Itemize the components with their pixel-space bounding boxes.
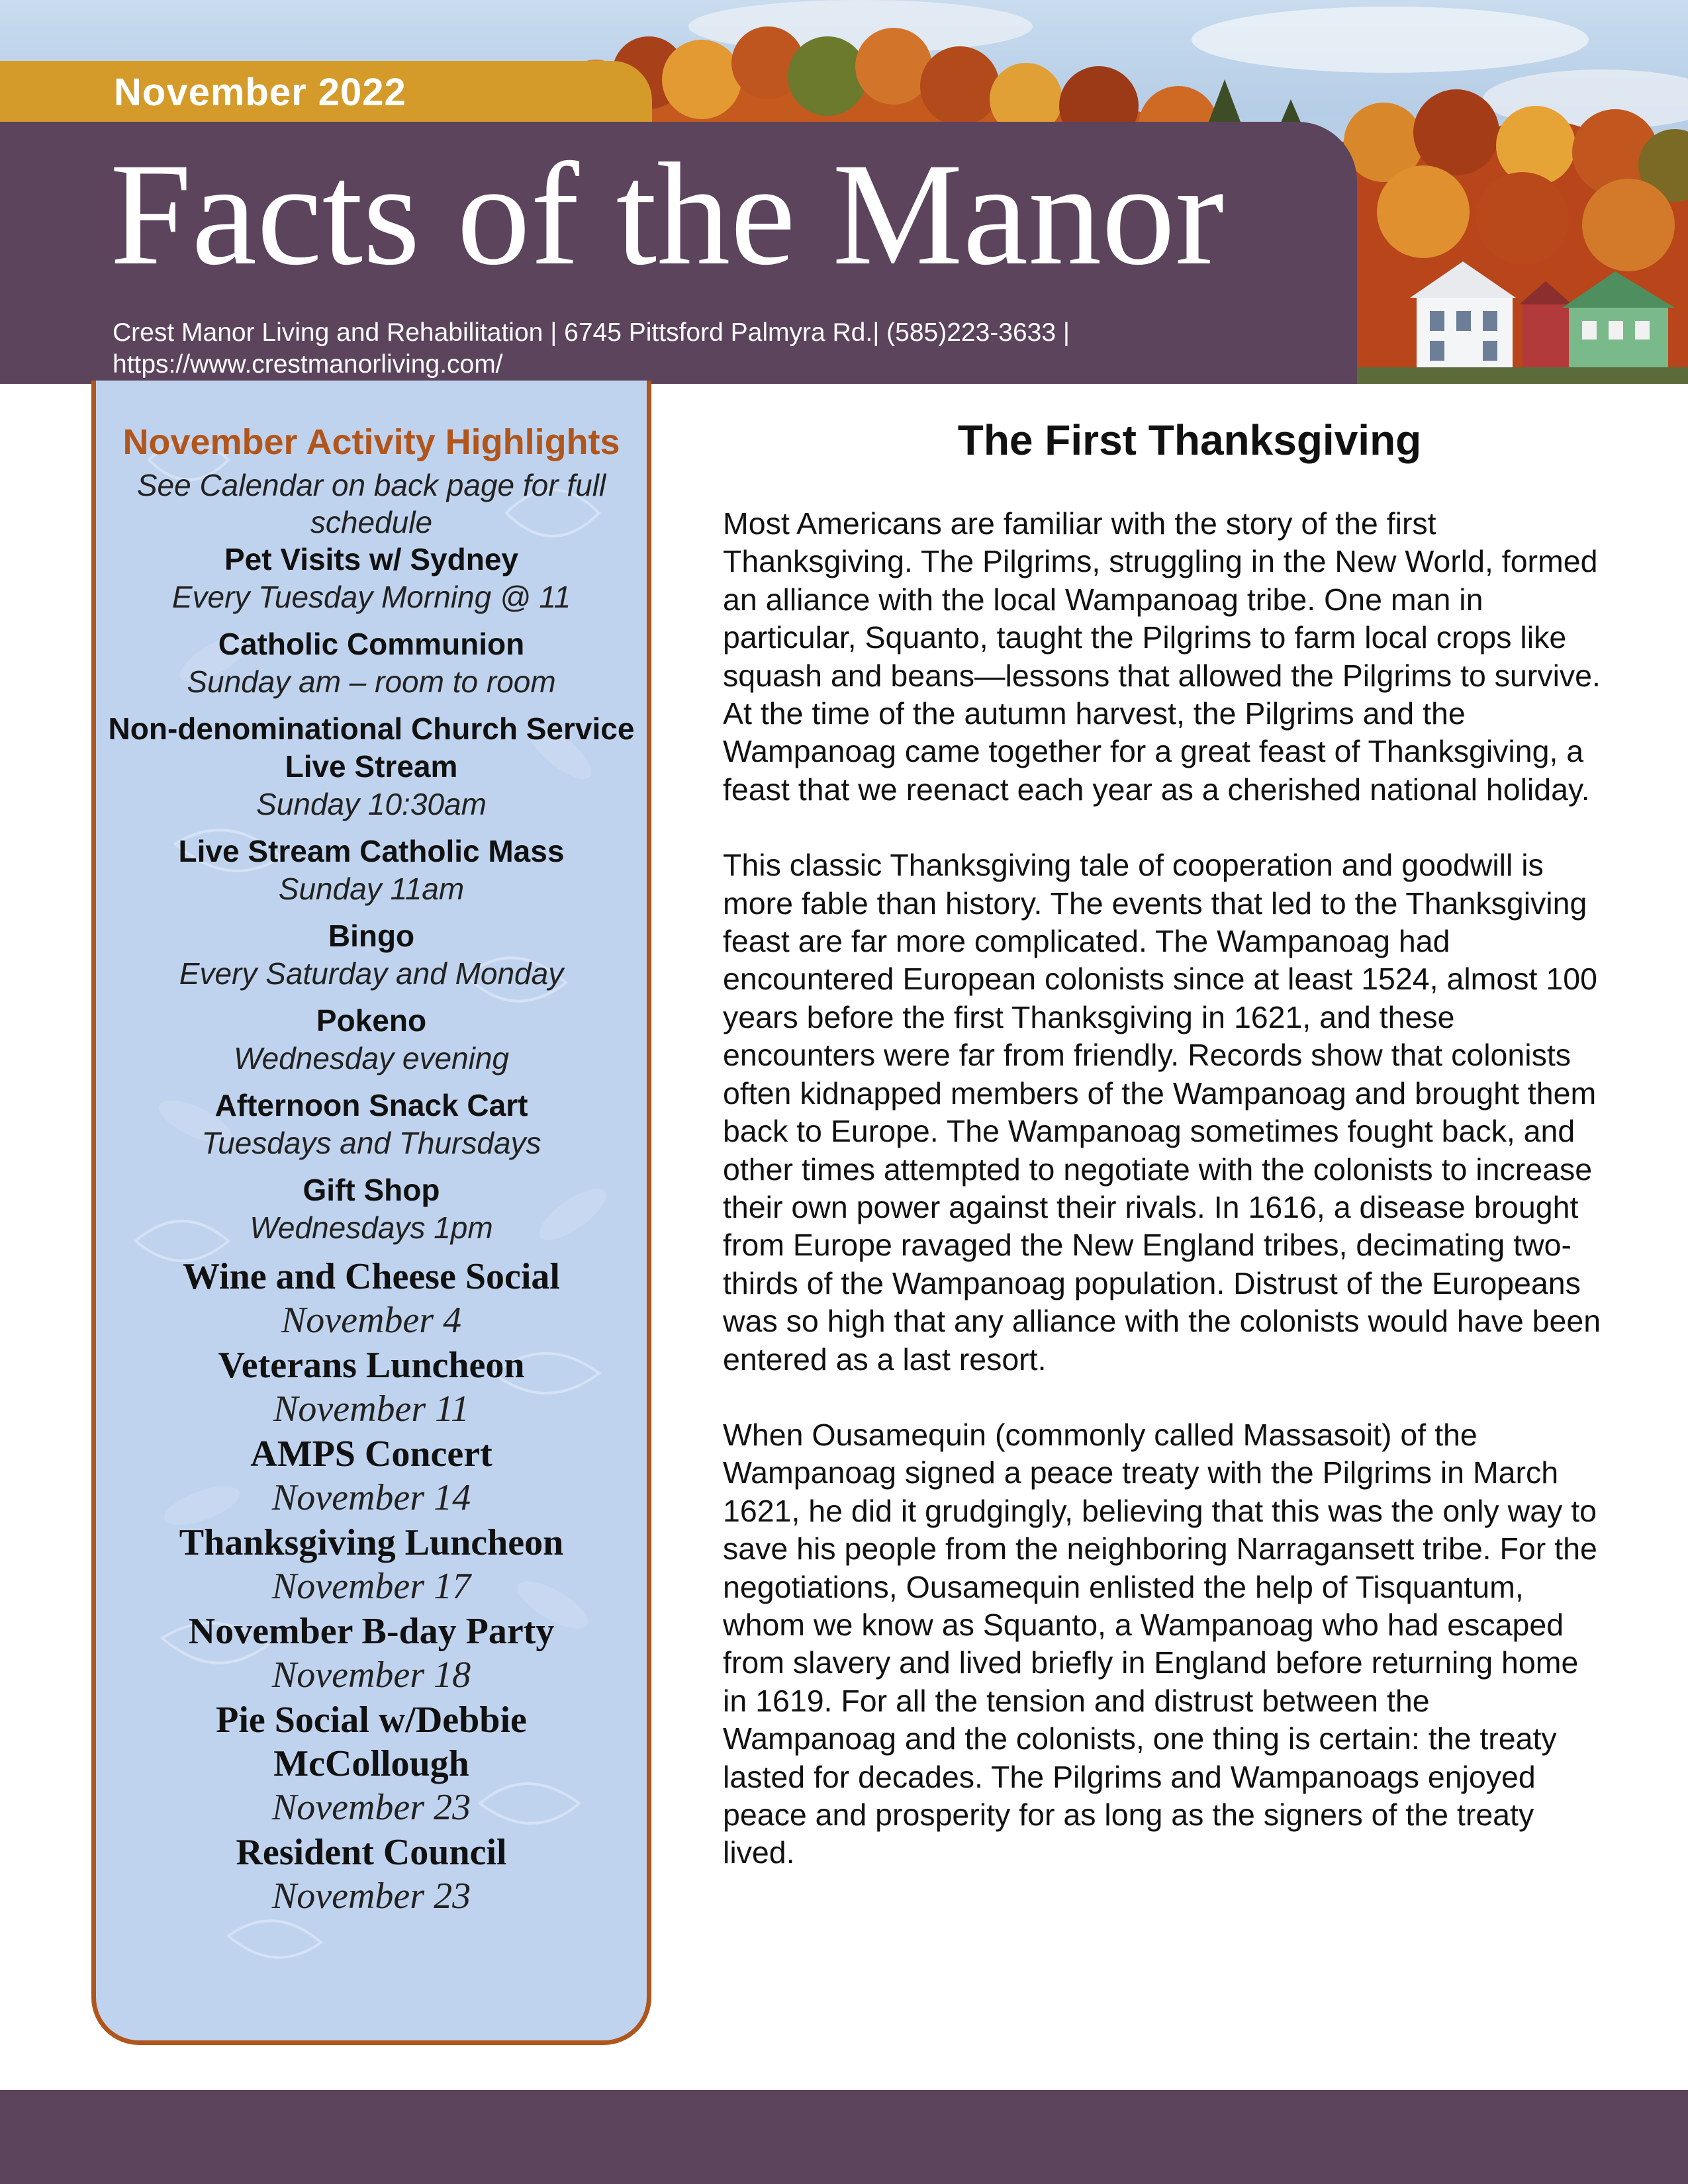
activity-item (96, 917, 647, 993)
activity-time: Every Saturday and Monday (179, 956, 564, 991)
event-name: Wine and Cheese Social (183, 1256, 560, 1297)
activity-sidebar (91, 381, 651, 2045)
event-item (96, 1343, 647, 1431)
activity-time: Sunday 11am (278, 872, 465, 906)
activity-item (96, 1087, 647, 1162)
event-date: November 11 (273, 1388, 469, 1430)
event-date: November 17 (271, 1566, 471, 1607)
article-paragraph: When Ousamequin (commonly called Massasoit) of the Wampanoag signed a peace treaty with the Pilgrims in March 1621, he did it grudgingly, believing that this was the only way to save his people from the neighboring Narragansett tribe. For the negotiations, Ousamequin enlisted the help of Tisquantum, whom we know as Squanto, a Wampanoag who had escaped from slavery and lived briefly in England before returning home in 1619. For all the tension and distrust between the Wampanoag and the colonists, one thing is certain: the treaty lasted for decades. The Pilgrims and Wampanoags enjoyed peace and prosperity for as long as the signers of the treaty lived. (723, 1417, 1597, 1870)
event-date: November 14 (271, 1477, 471, 1518)
event-name: Resident Council (236, 1832, 507, 1873)
event-item (96, 1255, 647, 1342)
activity-name: Bingo (328, 919, 415, 953)
event-name: Thanksgiving Luncheon (179, 1522, 564, 1563)
issue-date: November 2022 (114, 71, 406, 114)
activity-time: Wednesday evening (234, 1041, 509, 1075)
event-name: Pie Social w/Debbie McCollough (216, 1700, 527, 1784)
activity-item (96, 1002, 647, 1077)
article-title: The First Thanksgiving (957, 416, 1422, 464)
article-paragraph: This classic Thanksgiving tale of cooperation and goodwill is more fable than history. The events that led to the Thanksgiving feast are far more complicated. The Wampanoag had encountered European colonists since at least 1524, almost 100 years before the first Thanksgiving in 1621, and these encounters were far from friendly. Records show that colonists often kidnapped members of the Wampanoag and brought them back to Europe. The Wampanoag sometimes fought back, and other times attempted to negotiate with the colonists to increase their own power against their rivals. In 1616, a disease brought from Europe ravaged the New England tribes, decimating two-thirds of the Wampanoag population. Distrust of the Europeans was so high that any alliance with the colonists would have been entered as a last resort. (723, 848, 1601, 1377)
activity-name: Live Stream Catholic Mass (178, 834, 565, 868)
date-tab (0, 61, 652, 130)
event-name: Veterans Luncheon (218, 1345, 525, 1386)
event-date: November 23 (271, 1787, 471, 1828)
contact-address-line: Crest Manor Living and Rehabilitation | 6745 Pittsford Palmyra Rd.| (585)223-3633 | (113, 318, 1070, 347)
activity-time: Tuesdays and Thursdays (201, 1126, 541, 1160)
newsletter-title: Facts of the Manor (110, 133, 1225, 296)
masthead (0, 122, 1357, 384)
event-item (96, 1698, 647, 1829)
activity-name: Afternoon Snack Cart (214, 1088, 528, 1122)
activity-name: Non-denominational Church Service Live Stream (108, 711, 635, 784)
article (723, 414, 1603, 1872)
activity-item (96, 833, 647, 908)
footer-bar (0, 2090, 1688, 2184)
activity-name: Gift Shop (303, 1173, 440, 1207)
sidebar-subtitle: See Calendar on back page for full schedule (136, 468, 606, 539)
activity-item (96, 625, 647, 701)
event-date: November 23 (271, 1876, 471, 1917)
activity-name: Catholic Communion (218, 627, 525, 661)
event-item (96, 1831, 647, 1918)
event-date: November 4 (281, 1300, 462, 1341)
event-name: AMPS Concert (250, 1433, 492, 1475)
activity-time: Every Tuesday Morning @ 11 (171, 580, 571, 614)
event-name: November B-day Party (188, 1611, 555, 1652)
article-paragraph: Most Americans are familiar with the story of the first Thanksgiving. The Pilgrims, struggling in the New World, formed an alliance with the local Wampanoag tribe. One man in particular, Squanto, taught the Pilgrims to farm local crops like squash and beans—lessons that allowed the Pilgrims to survive. At the time of the autumn harvest, the Pilgrims and the Wampanoag came together for a great feast of Thanksgiving, a feast that we reenact each year as a cherished national holiday. (723, 506, 1601, 807)
contact-info (113, 317, 1344, 381)
sidebar-title: November Activity Highlights (122, 422, 620, 462)
event-item (96, 1610, 647, 1697)
activity-time: Sunday am – room to room (187, 664, 556, 699)
website-link[interactable]: https://www.crestmanorliving.com/ (113, 350, 503, 379)
activity-time: Wednesdays 1pm (250, 1210, 493, 1245)
event-item (96, 1432, 647, 1520)
activity-item (96, 1171, 647, 1247)
event-date: November 18 (271, 1655, 471, 1696)
event-item (96, 1521, 647, 1608)
activity-name: Pet Visits w/ Sydney (224, 542, 518, 576)
activity-item (96, 710, 647, 823)
activity-time: Sunday 10:30am (256, 787, 487, 821)
activity-name: Pokeno (316, 1003, 427, 1038)
sidebar-content (96, 420, 647, 1918)
activity-item (96, 541, 647, 616)
